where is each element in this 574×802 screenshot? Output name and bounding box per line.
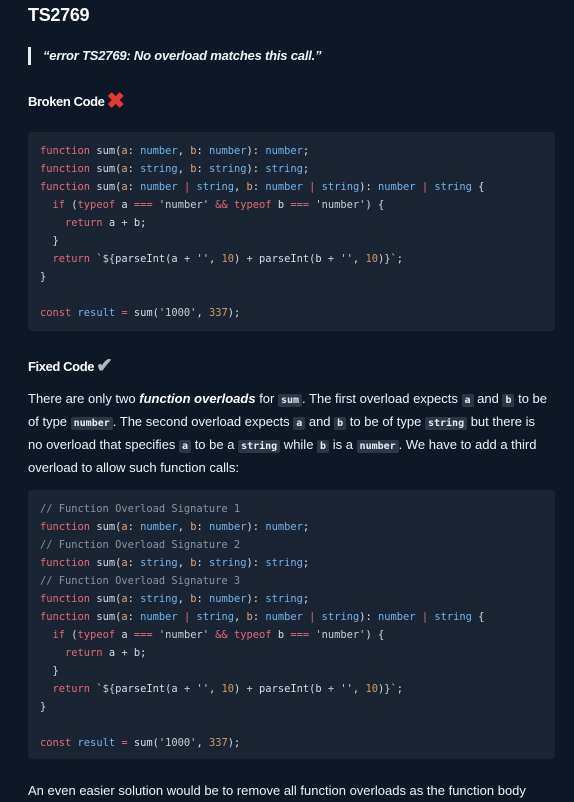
code-line: // Function Overload Signature 3: [40, 575, 241, 587]
code-line: function sum(a: number, b: number): number;: [40, 521, 310, 533]
code-line: }: [40, 665, 59, 677]
text: to be of type: [28, 391, 548, 429]
code-line: function sum(a: string, b: string): string;: [40, 163, 310, 175]
explanation-paragraph: [28, 388, 552, 478]
code-line: function sum(a: string, b: number): string;: [40, 593, 310, 605]
inline-code: a: [179, 440, 191, 453]
fixed-code-heading: [28, 357, 112, 375]
text: but there is no overload that specifies: [28, 414, 536, 452]
broken-code-heading-label: Broken Code: [28, 93, 105, 109]
footer-paragraph: An even easier solution would be to remove all function overloads as the function body: [28, 783, 526, 798]
code-line: function sum(a: number | string, b: number | string): number | string {: [40, 611, 485, 623]
text: and: [305, 414, 335, 429]
error-quote: “error TS2769: No overload matches this call.”: [28, 47, 321, 65]
inline-code: b: [502, 394, 514, 407]
inline-code: a: [462, 394, 474, 407]
code-line: return `${parseInt(a + '', 10) + parseInt(b + '', 10)}`;: [52, 683, 403, 695]
inline-code: b: [317, 440, 329, 453]
broken-code-block[interactable]: [28, 132, 555, 331]
text: to be of type: [346, 414, 425, 429]
text: . The second overload expects: [112, 414, 294, 429]
code-line: // Function Overload Signature 1: [40, 503, 241, 515]
inline-code: number: [71, 417, 113, 430]
cross-mark-icon: ✖: [106, 88, 125, 113]
text: while: [280, 437, 318, 452]
inline-code: number: [357, 440, 399, 453]
inline-code: string: [425, 417, 467, 430]
code-line: function sum(a: string, b: string): string;: [40, 557, 310, 569]
inline-code: a: [293, 417, 305, 430]
text: is a: [329, 437, 357, 452]
code-line: return a + b;: [65, 217, 147, 229]
code-line: if (typeof a === 'number' && typeof b === 'number') {: [52, 199, 385, 211]
inline-code: b: [334, 417, 346, 430]
broken-code-heading: [28, 88, 125, 113]
text: . We have to add a third overload to allow such function calls:: [28, 437, 537, 475]
code-line: function sum(a: number, b: number): number;: [40, 145, 310, 157]
code-line: }: [40, 271, 47, 283]
text: There are only two: [28, 391, 140, 406]
code-line: const result = sum('1000', 337);: [40, 737, 241, 749]
code-line: }: [40, 701, 47, 713]
code-line: // Function Overload Signature 2: [40, 539, 241, 551]
page-title: TS2769: [28, 5, 90, 25]
text: . The first overload expects: [302, 391, 462, 406]
code-line: if (typeof a === 'number' && typeof b === 'number') {: [52, 629, 385, 641]
fixed-code-heading-label: Fixed Code: [28, 358, 95, 374]
text: for: [255, 391, 278, 406]
check-mark-icon: ✔: [96, 355, 113, 377]
code-line: }: [40, 235, 59, 247]
code-line: return `${parseInt(a + '', 10) + parseInt(b + '', 10)}`;: [52, 253, 403, 265]
text: to be a: [191, 437, 239, 452]
inline-code: string: [238, 440, 280, 453]
code-line: return a + b;: [65, 647, 147, 659]
emphasis: function overloads: [139, 391, 256, 406]
fixed-code-block[interactable]: [28, 490, 555, 759]
code-line: function sum(a: number | string, b: number | string): number | string {: [40, 181, 485, 193]
inline-code: sum: [278, 394, 302, 407]
text: and: [473, 391, 503, 406]
code-line: const result = sum('1000', 337);: [40, 307, 241, 319]
